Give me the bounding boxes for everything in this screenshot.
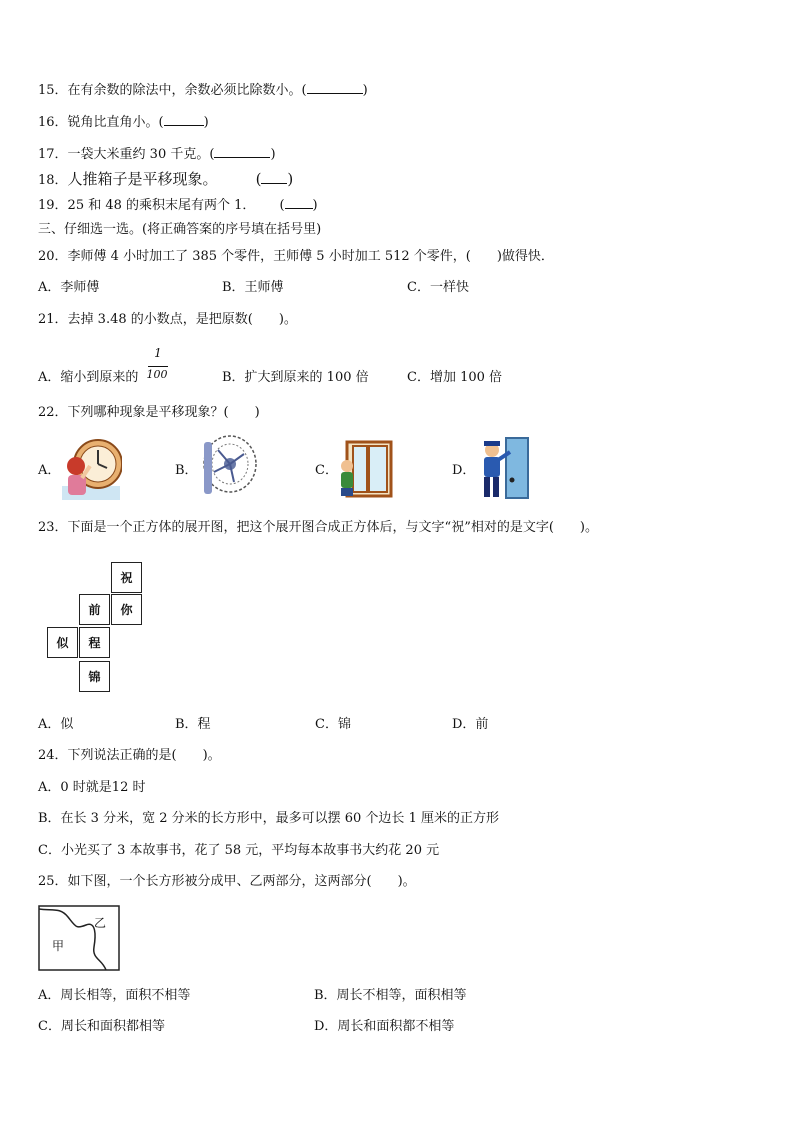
person-head — [67, 457, 85, 475]
fan-rotating-picture — [196, 432, 258, 500]
worker-leg-right — [493, 477, 499, 497]
q18-answer-blank[interactable] — [261, 183, 287, 184]
question-21: 21．去掉 3.48 的小数点，是把原数( )。 — [38, 312, 297, 327]
window-pane-right — [369, 446, 387, 492]
q25-option-c[interactable]: C．周长和面积都相等 — [38, 1019, 165, 1034]
q23-option-b[interactable]: B．程 — [175, 717, 211, 732]
q21-option-a-label: A．缩小到原来的 — [38, 370, 139, 385]
q21-option-a[interactable] — [38, 369, 138, 387]
child-head — [341, 460, 353, 472]
question-15: 15．在有余数的除法中，余数必须比除数小。( ) — [38, 83, 368, 98]
question-19: 19．25 和 48 的乘积末尾有两个 1． ( ) — [38, 198, 318, 213]
region-jia-label: 甲 — [52, 939, 65, 953]
door-opening-picture — [476, 436, 532, 502]
q23-option-c[interactable]: C．锦 — [315, 717, 351, 732]
child-legs — [341, 488, 353, 496]
q15-answer-blank[interactable] — [307, 93, 363, 94]
door-panel — [506, 438, 528, 498]
q23-option-d[interactable]: D．前 — [452, 717, 489, 732]
window-sliding-picture — [337, 440, 393, 498]
q21-option-c[interactable]: C．增加 100 倍 — [407, 370, 503, 385]
cube-cell-si: 似 — [47, 627, 78, 658]
q20-option-a[interactable]: A．李师傅 — [38, 280, 100, 295]
question-18: 18．人推箱子是平移现象。 ( ) — [38, 170, 294, 188]
q21-fraction-numerator: 1 — [154, 346, 162, 360]
question-16: 16．锐角比直角小。( ) — [38, 115, 209, 130]
question-24: 24．下列说法正确的是( )。 — [38, 748, 221, 763]
child-body — [341, 472, 353, 488]
q24-option-c[interactable]: C．小光买了 3 本故事书，花了 58 元，平均每本故事书大约花 20 元 — [38, 843, 440, 858]
cube-cell-ni: 你 — [111, 594, 142, 625]
question-22: 22．下列哪种现象是平移现象？( ) — [38, 405, 260, 420]
question-23: 23．下面是一个正方体的展开图，把这个展开图合成正方体后，与文字“祝”相对的是文字( )。 — [38, 520, 598, 535]
rectangle-outline — [39, 906, 119, 970]
q23-option-a[interactable]: A．似 — [38, 717, 74, 732]
door-knob — [510, 478, 515, 483]
q18-text: 人推箱子是平移现象。 — [67, 170, 218, 188]
q21-fraction-bar — [148, 366, 168, 367]
q25-option-a[interactable]: A．周长相等，面积不相等 — [38, 988, 191, 1003]
q22-option-c[interactable]: C． — [315, 463, 338, 478]
cube-cell-jin: 锦 — [79, 661, 110, 692]
q20-option-b[interactable]: B．王师傅 — [222, 280, 284, 295]
clock-turning-picture — [60, 436, 122, 502]
worker-cap — [484, 441, 500, 446]
question-20: 20．李师傅 4 小时加工了 385 个零件，王师傅 5 小时加工 512 个零件，( )做得快． — [38, 249, 554, 264]
q19-text: 25 和 48 的乘积末尾有两个 1． — [67, 198, 256, 213]
q22-option-a[interactable]: A． — [38, 463, 61, 478]
q22-option-b[interactable]: B． — [175, 463, 198, 478]
q15-number: 15． — [38, 83, 68, 98]
q22-option-d[interactable]: D． — [452, 463, 476, 478]
q19-answer-blank[interactable] — [285, 208, 313, 209]
q15-text: 在有余数的除法中，余数必须比除数小。( — [67, 83, 307, 98]
worker-body — [484, 457, 500, 477]
cube-cell-qian: 前 — [79, 594, 110, 625]
q25-option-d[interactable]: D．周长和面积都不相等 — [314, 1019, 455, 1034]
window-pane-left — [353, 446, 367, 492]
question-25: 25．如下图，一个长方形被分成甲、乙两部分，这两部分( )。 — [38, 874, 416, 889]
q20-option-c[interactable]: C．一样快 — [407, 280, 469, 295]
q17-text: 一袋大米重约 30 千克。( — [67, 147, 215, 162]
q21-fraction-denominator: 100 — [146, 368, 168, 381]
cube-cell-cheng: 程 — [79, 627, 110, 658]
fan-stand — [204, 442, 212, 494]
cube-cell-zhu: 祝 — [111, 562, 142, 593]
q16-answer-blank[interactable] — [164, 125, 204, 126]
q21-option-b[interactable]: B．扩大到原来的 100 倍 — [222, 370, 369, 385]
rectangle-split-figure — [38, 905, 120, 971]
section-3-heading: 三、仔细选一选。(将正确答案的序号填在括号里) — [38, 222, 322, 237]
question-17: 17．一袋大米重约 30 千克。( ) — [38, 147, 276, 162]
q24-option-a[interactable]: A．0 时就是12 时 — [38, 780, 146, 795]
worker-leg-left — [484, 477, 490, 497]
q16-text: 锐角比直角小。( — [67, 115, 164, 130]
q17-answer-blank[interactable] — [214, 157, 270, 158]
q24-option-b[interactable]: B．在长 3 分米，宽 2 分米的长方形中，最多可以摆 60 个边长 1 厘米的正方形 — [38, 811, 499, 826]
region-yi-label: 乙 — [94, 916, 107, 930]
q25-option-b[interactable]: B．周长不相等，面积相等 — [314, 988, 467, 1003]
